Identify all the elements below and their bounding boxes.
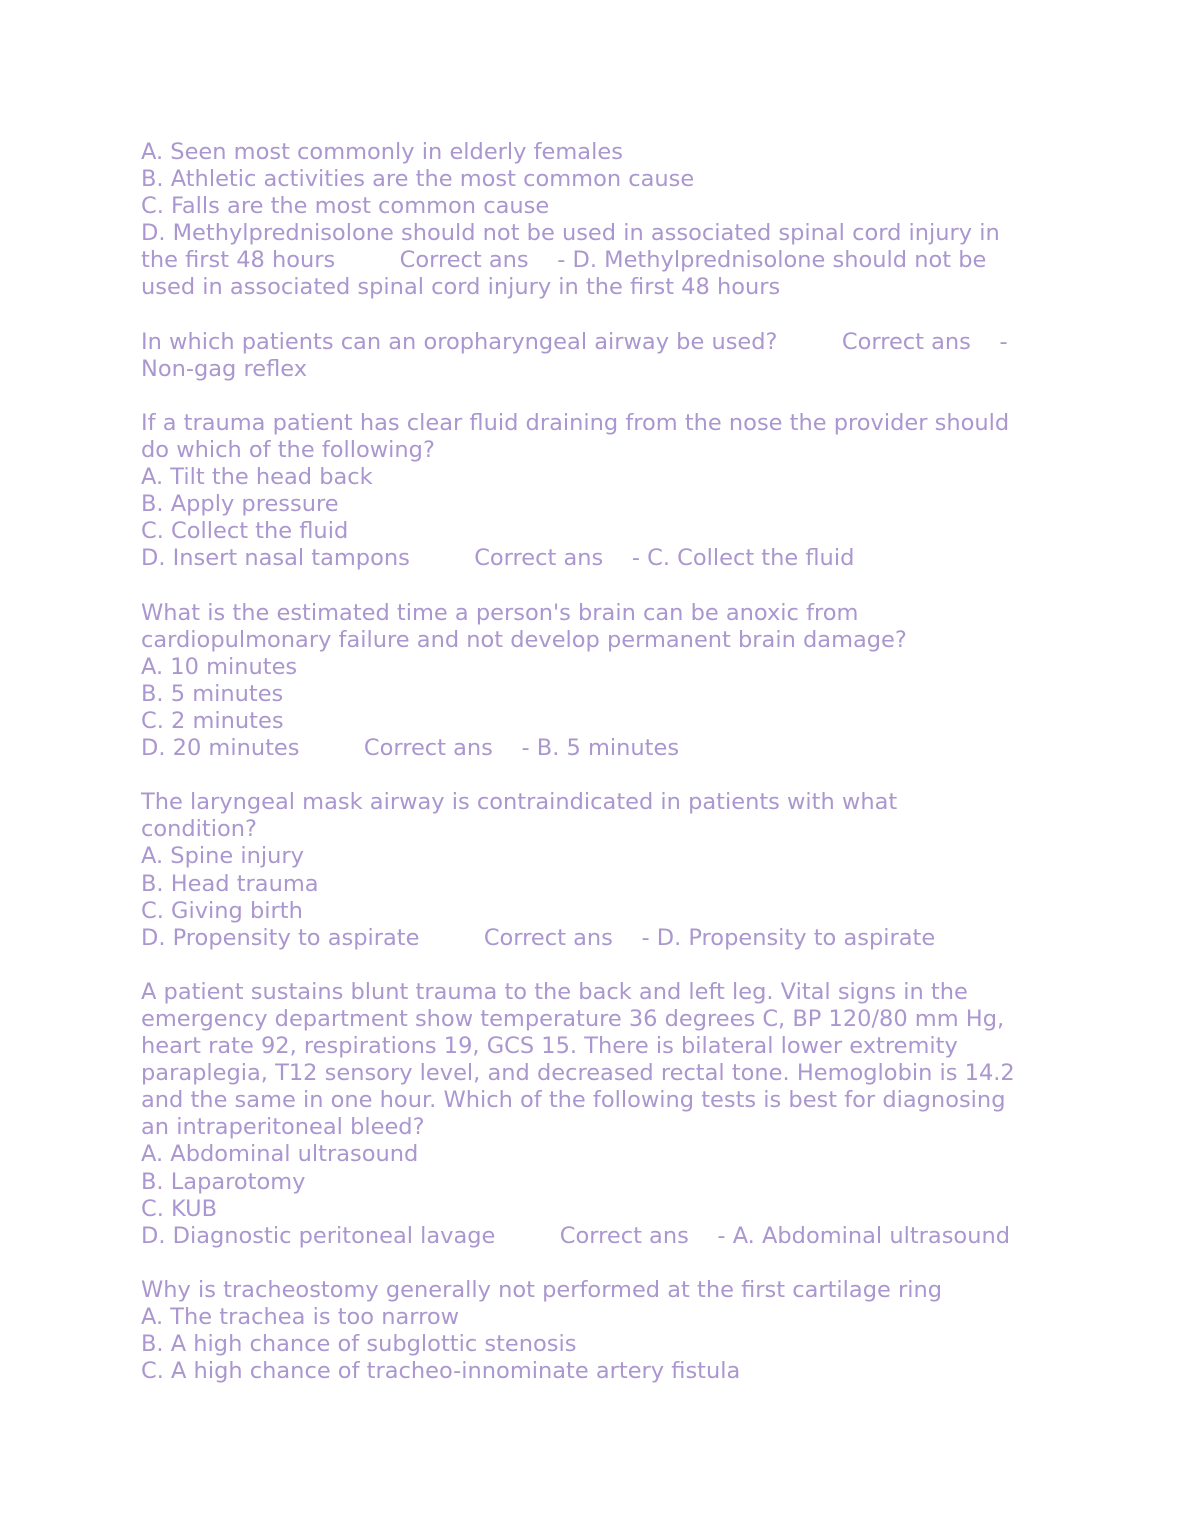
text-line: What is the estimated time a person's brain can be anoxic from (141, 599, 859, 626)
text-line: A. Tilt the head back (141, 464, 373, 491)
text-line: The laryngeal mask airway is contraindicated in patients with what (141, 789, 898, 816)
text-line: A. Abdominal ultrasound (141, 1141, 419, 1168)
document-page (141, 139, 1051, 1385)
text-line: B. Apply pressure (141, 491, 339, 518)
text-line: C. 2 minutes (141, 707, 284, 734)
text-line: B. A high chance of subglottic stenosis (141, 1331, 577, 1358)
text-line: A. The trachea is too narrow (141, 1304, 460, 1331)
text-line: B. Athletic activities are the most common cause (141, 166, 695, 193)
text-line: the first 48 hours Correct ans - D. Methylprednisolone should not be (141, 247, 987, 274)
blank-line (141, 573, 1051, 600)
blank-line (141, 302, 1051, 329)
text-line: D. Propensity to aspirate Correct ans - D. Propensity to aspirate (141, 924, 936, 951)
text-line: If a trauma patient has clear fluid draining from the nose the provider should (141, 409, 1010, 436)
text-line: do which of the following? (141, 437, 435, 464)
blank-line (141, 762, 1051, 789)
text-line: A. Seen most commonly in elderly females (141, 139, 623, 165)
text-line: emergency department show temperature 36 degrees C, BP 120/80 mm Hg, (141, 1006, 1005, 1032)
text-line: D. Insert nasal tampons Correct ans - C. Collect the fluid (141, 545, 855, 572)
text-line: In which patients can an oropharyngeal airway be used? Correct ans - (141, 328, 1008, 355)
text-line: and the same in one hour. Which of the following tests is best for diagnosing (141, 1087, 1006, 1114)
text-line: Why is tracheostomy generally not performed at the first cartilage ring (141, 1276, 943, 1303)
text-line: A. 10 minutes (141, 653, 298, 680)
text-line: D. Diagnostic peritoneal lavage Correct ans - A. Abdominal ultrasound (141, 1222, 1010, 1249)
text-line: C. Collect the fluid (141, 518, 349, 545)
text-line: paraplegia, T12 sensory level, and decreased rectal tone. Hemoglobin is 14.2 (141, 1060, 1015, 1087)
text-line: B. 5 minutes (141, 680, 284, 707)
text-line: D. Methylprednisolone should not be used in associated spinal cord injury in (141, 220, 1000, 247)
text-line: C. Falls are the most common cause (141, 193, 550, 220)
text-line: C. KUB (141, 1195, 218, 1222)
text-line: A. Spine injury (141, 843, 304, 870)
blank-line (141, 1250, 1051, 1277)
text-line: Non-gag reflex (141, 355, 308, 382)
blank-line (141, 952, 1051, 979)
text-line: used in associated spinal cord injury in the first 48 hours (141, 274, 781, 301)
text-line: B. Head trauma (141, 870, 319, 897)
text-line: heart rate 92, respirations 19, GCS 15. There is bilateral lower extremity (141, 1033, 958, 1060)
text-line: A patient sustains blunt trauma to the back and left leg. Vital signs in the (141, 978, 968, 1005)
text-line: D. 20 minutes Correct ans - B. 5 minutes (141, 735, 680, 762)
text-line: an intraperitoneal bleed? (141, 1114, 425, 1141)
text-line: B. Laparotomy (141, 1168, 306, 1195)
blank-line (141, 383, 1051, 410)
text-line: C. Giving birth (141, 897, 303, 924)
text-line: condition? (141, 816, 257, 843)
text-line: C. A high chance of tracheo-innominate artery fistula (141, 1358, 741, 1385)
text-line: cardiopulmonary failure and not develop permanent brain damage? (141, 626, 907, 653)
